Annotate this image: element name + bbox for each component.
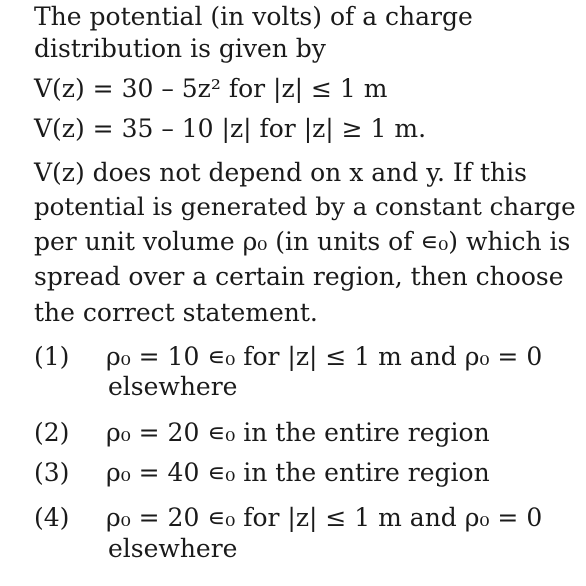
question-line-2: distribution is given by [34, 34, 326, 63]
potential-equation-outer: V(z) = 35 – 10 |z| for |z| ≥ 1 m. [34, 114, 427, 143]
option-4-number: (4) [34, 503, 70, 532]
question-line-7: per unit volume ρ₀ (in units of ∊₀) which is [34, 227, 571, 256]
option-2-text: ρ₀ = 20 ∊₀ in the entire region [106, 418, 490, 447]
option-1[interactable] [34, 342, 542, 372]
question-line-6: potential is generated by a constant charge [34, 192, 576, 221]
potential-equation-inner: V(z) = 30 – 5z² for |z| ≤ 1 m [34, 74, 388, 103]
question-line-9: the correct statement. [34, 298, 318, 327]
question-line-8: spread over a certain region, then choose [34, 262, 564, 291]
option-4-continuation: elsewhere [108, 534, 238, 563]
option-4[interactable] [34, 503, 542, 533]
option-1-number: (1) [34, 342, 70, 371]
option-3[interactable] [34, 458, 490, 488]
option-3-text: ρ₀ = 40 ∊₀ in the entire region [106, 458, 490, 487]
option-2[interactable] [34, 418, 490, 448]
question-line-1: The potential (in volts) of a charge [34, 2, 473, 31]
option-2-number: (2) [34, 418, 70, 447]
option-1-text: ρ₀ = 10 ∊₀ for |z| ≤ 1 m and ρ₀ = 0 [106, 342, 543, 371]
option-3-number: (3) [34, 458, 70, 487]
option-4-text: ρ₀ = 20 ∊₀ for |z| ≤ 1 m and ρ₀ = 0 [106, 503, 543, 532]
option-1-continuation: elsewhere [108, 372, 238, 401]
question-line-5: V(z) does not depend on x and y. If this [34, 158, 527, 187]
